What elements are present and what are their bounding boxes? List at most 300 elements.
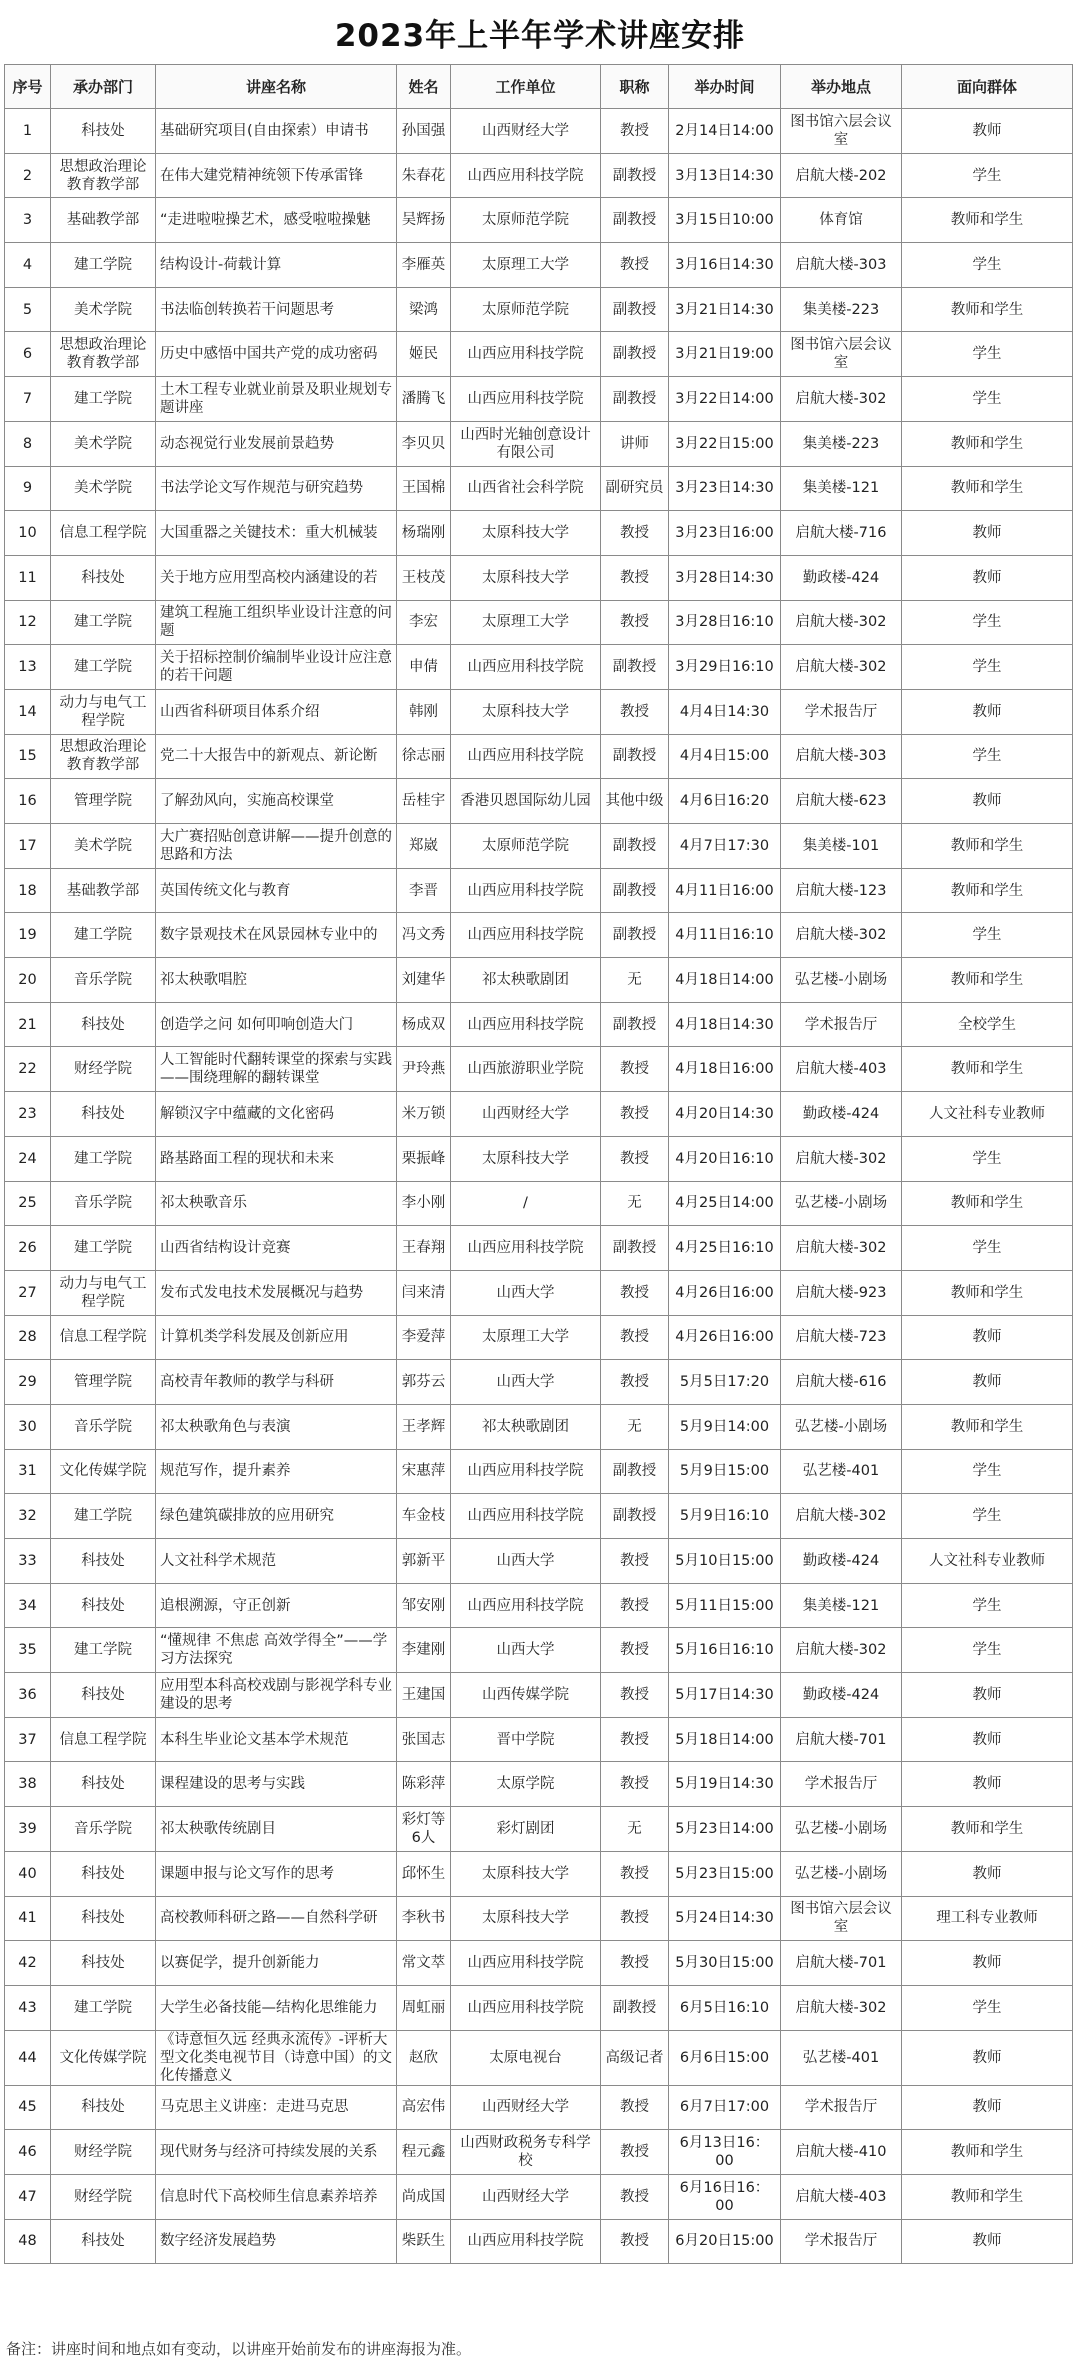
cell-department: 建工学院 <box>51 243 156 288</box>
cell-name: 高宏伟 <box>397 2085 451 2130</box>
cell-department: 信息工程学院 <box>51 1315 156 1360</box>
cell-audience: 教师和学生 <box>902 287 1073 332</box>
cell-topic: 关于地方应用型高校内涵建设的若 <box>156 555 397 600</box>
cell-index: 40 <box>5 1851 51 1896</box>
cell-audience: 学生 <box>902 1985 1073 2030</box>
cell-location: 启航大楼-302 <box>781 1985 902 2030</box>
cell-affiliation: 山西大学 <box>451 1628 601 1673</box>
cell-index: 4 <box>5 243 51 288</box>
cell-time: 4月7日17:30 <box>669 824 781 869</box>
cell-index: 18 <box>5 868 51 913</box>
cell-name: 姬民 <box>397 332 451 377</box>
cell-location: 弘艺楼-小剧场 <box>781 1404 902 1449</box>
cell-time: 3月28日16:10 <box>669 600 781 645</box>
table-row <box>5 421 1073 466</box>
cell-title: 副教授 <box>601 824 669 869</box>
cell-time: 6月16日16：00 <box>669 2174 781 2219</box>
cell-audience: 人文社科专业教师 <box>902 1539 1073 1584</box>
cell-audience: 教师和学生 <box>902 824 1073 869</box>
cell-time: 5月11日15:00 <box>669 1583 781 1628</box>
cell-topic: 祁太秧歌角色与表演 <box>156 1404 397 1449</box>
col-header-topic: 讲座名称 <box>156 65 397 109</box>
cell-department: 科技处 <box>51 1941 156 1986</box>
table-row <box>5 2030 1073 2085</box>
cell-topic: 历史中感悟中国共产党的成功密码 <box>156 332 397 377</box>
cell-name: 韩刚 <box>397 689 451 734</box>
cell-title: 教授 <box>601 1360 669 1405</box>
cell-title: 教授 <box>601 1539 669 1584</box>
cell-department: 思想政治理论教育教学部 <box>51 332 156 377</box>
cell-name: 邹安刚 <box>397 1583 451 1628</box>
cell-name: 程元鑫 <box>397 2130 451 2175</box>
cell-affiliation: 太原科技大学 <box>451 1851 601 1896</box>
cell-location: 集美楼-121 <box>781 1583 902 1628</box>
cell-department: 科技处 <box>51 2219 156 2264</box>
cell-location: 启航大楼-302 <box>781 1494 902 1539</box>
cell-title: 高级记者 <box>601 2030 669 2085</box>
cell-name: 柴跃生 <box>397 2219 451 2264</box>
cell-name: 郑崴 <box>397 824 451 869</box>
table-row <box>5 153 1073 198</box>
table-row <box>5 287 1073 332</box>
cell-topic: 解锁汉字中蕴藏的文化密码 <box>156 1092 397 1137</box>
cell-department: 文化传媒学院 <box>51 1449 156 1494</box>
cell-index: 31 <box>5 1449 51 1494</box>
cell-department: 思想政治理论教育教学部 <box>51 734 156 779</box>
cell-affiliation: 山西应用科技学院 <box>451 1226 601 1271</box>
cell-affiliation: 太原学院 <box>451 1762 601 1807</box>
cell-affiliation: 山西传媒学院 <box>451 1673 601 1718</box>
cell-audience: 教师 <box>902 1717 1073 1762</box>
table-header-row <box>5 65 1073 109</box>
cell-name: 郭新平 <box>397 1539 451 1584</box>
cell-audience: 教师 <box>902 2219 1073 2264</box>
col-header-name: 姓名 <box>397 65 451 109</box>
cell-topic: 规范写作，提升素养 <box>156 1449 397 1494</box>
cell-topic: 本科生毕业论文基本学术规范 <box>156 1717 397 1762</box>
cell-location: 弘艺楼-小剧场 <box>781 1181 902 1226</box>
cell-department: 财经学院 <box>51 2174 156 2219</box>
cell-topic: 追根溯源，守正创新 <box>156 1583 397 1628</box>
col-header-audience: 面向群体 <box>902 65 1073 109</box>
cell-location: 学术报告厅 <box>781 2085 902 2130</box>
table-row <box>5 555 1073 600</box>
cell-name: 尹玲燕 <box>397 1047 451 1092</box>
cell-department: 信息工程学院 <box>51 1717 156 1762</box>
cell-department: 信息工程学院 <box>51 511 156 556</box>
cell-location: 弘艺楼-401 <box>781 1449 902 1494</box>
cell-index: 36 <box>5 1673 51 1718</box>
cell-topic: 课题申报与论文写作的思考 <box>156 1851 397 1896</box>
cell-location: 图书馆六层会议室 <box>781 332 902 377</box>
cell-affiliation: 山西应用科技学院 <box>451 377 601 422</box>
cell-location: 集美楼-101 <box>781 824 902 869</box>
cell-topic: 人工智能时代翻转课堂的探索与实践——围绕理解的翻转课堂 <box>156 1047 397 1092</box>
cell-time: 3月29日16:10 <box>669 645 781 690</box>
cell-location: 启航大楼-623 <box>781 779 902 824</box>
cell-index: 15 <box>5 734 51 779</box>
cell-name: 王国棉 <box>397 466 451 511</box>
cell-department: 音乐学院 <box>51 1404 156 1449</box>
cell-title: 无 <box>601 958 669 1003</box>
cell-index: 29 <box>5 1360 51 1405</box>
table-row <box>5 1673 1073 1718</box>
cell-index: 5 <box>5 287 51 332</box>
table-row <box>5 109 1073 154</box>
cell-topic: 基础研究项目(自由探索）申请书 <box>156 109 397 154</box>
cell-affiliation: / <box>451 1181 601 1226</box>
cell-time: 6月6日15:00 <box>669 2030 781 2085</box>
cell-location: 启航大楼-303 <box>781 243 902 288</box>
cell-audience: 教师和学生 <box>902 198 1073 243</box>
cell-audience: 教师 <box>902 1315 1073 1360</box>
cell-topic: 书法学论文写作规范与研究趋势 <box>156 466 397 511</box>
page-title: 2023年上半年学术讲座安排 <box>334 17 746 54</box>
cell-title: 教授 <box>601 1315 669 1360</box>
cell-time: 4月4日14:30 <box>669 689 781 734</box>
cell-audience: 学生 <box>902 913 1073 958</box>
cell-topic: 土木工程专业就业前景及职业规划专题讲座 <box>156 377 397 422</box>
cell-title: 副教授 <box>601 1449 669 1494</box>
cell-location: 启航大楼-716 <box>781 511 902 556</box>
table-row <box>5 1896 1073 1941</box>
cell-index: 6 <box>5 332 51 377</box>
table-row <box>5 1851 1073 1896</box>
cell-title: 教授 <box>601 1941 669 1986</box>
cell-index: 34 <box>5 1583 51 1628</box>
cell-topic: 计算机类学科发展及创新应用 <box>156 1315 397 1360</box>
cell-index: 13 <box>5 645 51 690</box>
cell-affiliation: 祁太秧歌剧团 <box>451 1404 601 1449</box>
cell-time: 3月22日15:00 <box>669 421 781 466</box>
cell-name: 李爱萍 <box>397 1315 451 1360</box>
cell-audience: 教师 <box>902 689 1073 734</box>
cell-topic: 祁太秧歌传统剧目 <box>156 1807 397 1852</box>
cell-name: 王孝辉 <box>397 1404 451 1449</box>
cell-time: 3月28日14:30 <box>669 555 781 600</box>
cell-name: 栗振峰 <box>397 1136 451 1181</box>
cell-audience: 教师和学生 <box>902 1047 1073 1092</box>
cell-name: 潘腾飞 <box>397 377 451 422</box>
footnote: 备注：讲座时间和地点如有变动，以讲座开始前发布的讲座海报为准。 <box>6 2340 472 2358</box>
cell-name: 李雁英 <box>397 243 451 288</box>
cell-time: 6月13日16：00 <box>669 2130 781 2175</box>
cell-department: 建工学院 <box>51 1985 156 2030</box>
cell-name: 杨成双 <box>397 1002 451 1047</box>
cell-location: 启航大楼-302 <box>781 645 902 690</box>
cell-index: 12 <box>5 600 51 645</box>
cell-title: 教授 <box>601 1092 669 1137</box>
cell-affiliation: 太原科技大学 <box>451 555 601 600</box>
cell-department: 音乐学院 <box>51 958 156 1003</box>
cell-topic: 书法临创转换若干问题思考 <box>156 287 397 332</box>
cell-affiliation: 山西大学 <box>451 1539 601 1584</box>
cell-location: 勤政楼-424 <box>781 1539 902 1584</box>
cell-audience: 教师 <box>902 1673 1073 1718</box>
cell-topic: “走进啦啦操艺术，感受啦啦操魅 <box>156 198 397 243</box>
cell-title: 无 <box>601 1807 669 1852</box>
col-header-time: 举办时间 <box>669 65 781 109</box>
cell-location: 启航大楼-302 <box>781 1628 902 1673</box>
cell-title: 教授 <box>601 1047 669 1092</box>
cell-name: 宋惠萍 <box>397 1449 451 1494</box>
cell-index: 20 <box>5 958 51 1003</box>
cell-location: 图书馆六层会议室 <box>781 1896 902 1941</box>
cell-department: 美术学院 <box>51 466 156 511</box>
cell-name: 梁鸿 <box>397 287 451 332</box>
cell-name: 申倩 <box>397 645 451 690</box>
cell-name: 王建国 <box>397 1673 451 1718</box>
cell-time: 6月20日15:00 <box>669 2219 781 2264</box>
cell-location: 集美楼-121 <box>781 466 902 511</box>
cell-location: 启航大楼-923 <box>781 1270 902 1315</box>
cell-name: 吴辉扬 <box>397 198 451 243</box>
cell-name: 冯文秀 <box>397 913 451 958</box>
cell-name: 徐志丽 <box>397 734 451 779</box>
cell-audience: 理工科专业教师 <box>902 1896 1073 1941</box>
cell-index: 9 <box>5 466 51 511</box>
cell-audience: 教师和学生 <box>902 421 1073 466</box>
cell-audience: 教师和学生 <box>902 1404 1073 1449</box>
cell-audience: 教师 <box>902 779 1073 824</box>
table-row <box>5 243 1073 288</box>
table-row <box>5 1315 1073 1360</box>
cell-affiliation: 山西应用科技学院 <box>451 1941 601 1986</box>
cell-name: 常文萃 <box>397 1941 451 1986</box>
cell-affiliation: 太原科技大学 <box>451 511 601 556</box>
cell-affiliation: 山西应用科技学院 <box>451 1002 601 1047</box>
cell-title: 教授 <box>601 1583 669 1628</box>
cell-topic: 祁太秧歌唱腔 <box>156 958 397 1003</box>
cell-audience: 学生 <box>902 243 1073 288</box>
cell-time: 4月25日14:00 <box>669 1181 781 1226</box>
cell-time: 4月11日16:10 <box>669 913 781 958</box>
cell-topic: 祁太秧歌音乐 <box>156 1181 397 1226</box>
cell-affiliation: 山西财经大学 <box>451 1092 601 1137</box>
cell-name: 闫来清 <box>397 1270 451 1315</box>
table-row <box>5 2219 1073 2264</box>
cell-department: 美术学院 <box>51 824 156 869</box>
cell-time: 3月16日14:30 <box>669 243 781 288</box>
table-row <box>5 1181 1073 1226</box>
cell-department: 美术学院 <box>51 287 156 332</box>
table-row <box>5 1941 1073 1986</box>
cell-location: 学术报告厅 <box>781 2219 902 2264</box>
cell-location: 体育馆 <box>781 198 902 243</box>
cell-location: 勤政楼-424 <box>781 1092 902 1137</box>
cell-time: 2月14日14:00 <box>669 109 781 154</box>
table-row <box>5 1494 1073 1539</box>
cell-location: 学术报告厅 <box>781 1002 902 1047</box>
cell-location: 启航大楼-302 <box>781 1226 902 1271</box>
cell-audience: 教师和学生 <box>902 1270 1073 1315</box>
cell-audience: 学生 <box>902 734 1073 779</box>
cell-audience: 教师 <box>902 555 1073 600</box>
cell-topic: 山西省科研项目体系介绍 <box>156 689 397 734</box>
cell-index: 21 <box>5 1002 51 1047</box>
cell-time: 3月23日16:00 <box>669 511 781 556</box>
cell-location: 学术报告厅 <box>781 1762 902 1807</box>
cell-time: 4月18日14:30 <box>669 1002 781 1047</box>
cell-title: 副教授 <box>601 287 669 332</box>
cell-index: 46 <box>5 2130 51 2175</box>
cell-affiliation: 山西大学 <box>451 1270 601 1315</box>
table-row <box>5 466 1073 511</box>
cell-title: 无 <box>601 1404 669 1449</box>
table-row <box>5 377 1073 422</box>
table-row <box>5 1002 1073 1047</box>
cell-name: 张国志 <box>397 1717 451 1762</box>
cell-title: 教授 <box>601 2174 669 2219</box>
cell-name: 王枝茂 <box>397 555 451 600</box>
cell-topic: 建筑工程施工组织毕业设计注意的问题 <box>156 600 397 645</box>
cell-affiliation: 山西应用科技学院 <box>451 153 601 198</box>
cell-affiliation: 太原师范学院 <box>451 824 601 869</box>
lecture-table <box>4 64 1073 2264</box>
cell-audience: 教师 <box>902 2030 1073 2085</box>
table-row <box>5 645 1073 690</box>
cell-department: 科技处 <box>51 1539 156 1584</box>
cell-audience: 教师和学生 <box>902 466 1073 511</box>
cell-audience: 教师 <box>902 2085 1073 2130</box>
cell-title: 教授 <box>601 689 669 734</box>
cell-title: 教授 <box>601 600 669 645</box>
cell-time: 3月22日14:00 <box>669 377 781 422</box>
cell-audience: 教师 <box>902 511 1073 556</box>
cell-name: 王春翔 <box>397 1226 451 1271</box>
cell-location: 启航大楼-616 <box>781 1360 902 1405</box>
cell-title: 教授 <box>601 1762 669 1807</box>
cell-audience: 教师和学生 <box>902 1181 1073 1226</box>
cell-index: 10 <box>5 511 51 556</box>
cell-topic: 结构设计-荷载计算 <box>156 243 397 288</box>
cell-name: 尚成国 <box>397 2174 451 2219</box>
cell-audience: 学生 <box>902 1628 1073 1673</box>
cell-department: 基础教学部 <box>51 868 156 913</box>
cell-index: 33 <box>5 1539 51 1584</box>
cell-index: 27 <box>5 1270 51 1315</box>
cell-title: 教授 <box>601 1717 669 1762</box>
cell-index: 14 <box>5 689 51 734</box>
cell-title: 副教授 <box>601 734 669 779</box>
cell-time: 6月5日16:10 <box>669 1985 781 2030</box>
cell-index: 35 <box>5 1628 51 1673</box>
cell-audience: 教师 <box>902 1360 1073 1405</box>
cell-department: 建工学院 <box>51 645 156 690</box>
cell-title: 教授 <box>601 1136 669 1181</box>
cell-department: 建工学院 <box>51 1494 156 1539</box>
cell-location: 勤政楼-424 <box>781 1673 902 1718</box>
cell-time: 5月24日14:30 <box>669 1896 781 1941</box>
cell-time: 5月5日17:20 <box>669 1360 781 1405</box>
cell-title: 教授 <box>601 1628 669 1673</box>
cell-title: 副教授 <box>601 198 669 243</box>
cell-time: 5月9日14:00 <box>669 1404 781 1449</box>
cell-index: 44 <box>5 2030 51 2085</box>
cell-title: 教授 <box>601 1270 669 1315</box>
cell-affiliation: 山西应用科技学院 <box>451 1985 601 2030</box>
cell-department: 科技处 <box>51 2085 156 2130</box>
cell-location: 勤政楼-424 <box>781 555 902 600</box>
cell-department: 基础教学部 <box>51 198 156 243</box>
cell-title: 副教授 <box>601 868 669 913</box>
cell-affiliation: 山西应用科技学院 <box>451 1583 601 1628</box>
cell-index: 26 <box>5 1226 51 1271</box>
cell-location: 图书馆六层会议室 <box>781 109 902 154</box>
cell-title: 副教授 <box>601 1002 669 1047</box>
cell-topic: “懂规律 不焦虑 高效学得全”——学习方法探究 <box>156 1628 397 1673</box>
cell-name: 岳桂宇 <box>397 779 451 824</box>
table-row <box>5 600 1073 645</box>
cell-time: 4月11日16:00 <box>669 868 781 913</box>
table-row <box>5 1270 1073 1315</box>
cell-department: 科技处 <box>51 1002 156 1047</box>
table-row <box>5 332 1073 377</box>
cell-affiliation: 山西应用科技学院 <box>451 2219 601 2264</box>
cell-location: 启航大楼-701 <box>781 1941 902 1986</box>
col-header-affiliation: 工作单位 <box>451 65 601 109</box>
cell-index: 16 <box>5 779 51 824</box>
cell-topic: 高校青年教师的教学与科研 <box>156 1360 397 1405</box>
cell-audience: 学生 <box>902 377 1073 422</box>
col-header-location: 举办地点 <box>781 65 902 109</box>
cell-title: 副教授 <box>601 153 669 198</box>
cell-index: 2 <box>5 153 51 198</box>
cell-location: 启航大楼-123 <box>781 868 902 913</box>
cell-time: 5月9日15:00 <box>669 1449 781 1494</box>
table-row <box>5 913 1073 958</box>
cell-location: 弘艺楼-小剧场 <box>781 958 902 1003</box>
col-header-title: 职称 <box>601 65 669 109</box>
cell-time: 5月18日14:00 <box>669 1717 781 1762</box>
cell-audience: 学生 <box>902 1136 1073 1181</box>
cell-affiliation: 山西财经大学 <box>451 2085 601 2130</box>
cell-topic: 马克思主义讲座：走进马克思 <box>156 2085 397 2130</box>
cell-topic: 山西省结构设计竞赛 <box>156 1226 397 1271</box>
table-row <box>5 198 1073 243</box>
cell-location: 弘艺楼-小剧场 <box>781 1851 902 1896</box>
cell-topic: 创造学之问 如何叩响创造大门 <box>156 1002 397 1047</box>
cell-title: 副研究员 <box>601 466 669 511</box>
cell-audience: 人文社科专业教师 <box>902 1092 1073 1137</box>
cell-department: 科技处 <box>51 1762 156 1807</box>
table-row <box>5 734 1073 779</box>
cell-title: 教授 <box>601 2219 669 2264</box>
cell-audience: 学生 <box>902 1494 1073 1539</box>
table-row <box>5 1047 1073 1092</box>
cell-topic: 关于招标控制价编制毕业设计应注意的若干问题 <box>156 645 397 690</box>
cell-audience: 教师和学生 <box>902 958 1073 1003</box>
cell-topic: 《诗意恒久远 经典永流传》-评析大型文化类电视节目（诗意中国）的文化传播意义 <box>156 2030 397 2085</box>
cell-affiliation: 山西省社会科学院 <box>451 466 601 511</box>
cell-topic: 以赛促学，提升创新能力 <box>156 1941 397 1986</box>
cell-name: 彩灯等6人 <box>397 1807 451 1852</box>
table-row <box>5 1628 1073 1673</box>
cell-title: 教授 <box>601 1851 669 1896</box>
cell-time: 4月26日16:00 <box>669 1315 781 1360</box>
cell-department: 建工学院 <box>51 1136 156 1181</box>
cell-department: 动力与电气工程学院 <box>51 689 156 734</box>
cell-time: 5月9日16:10 <box>669 1494 781 1539</box>
cell-department: 美术学院 <box>51 421 156 466</box>
cell-index: 8 <box>5 421 51 466</box>
table-body <box>5 109 1073 2264</box>
cell-index: 28 <box>5 1315 51 1360</box>
cell-index: 1 <box>5 109 51 154</box>
table-row <box>5 1762 1073 1807</box>
cell-department: 建工学院 <box>51 377 156 422</box>
cell-affiliation: 太原理工大学 <box>451 600 601 645</box>
